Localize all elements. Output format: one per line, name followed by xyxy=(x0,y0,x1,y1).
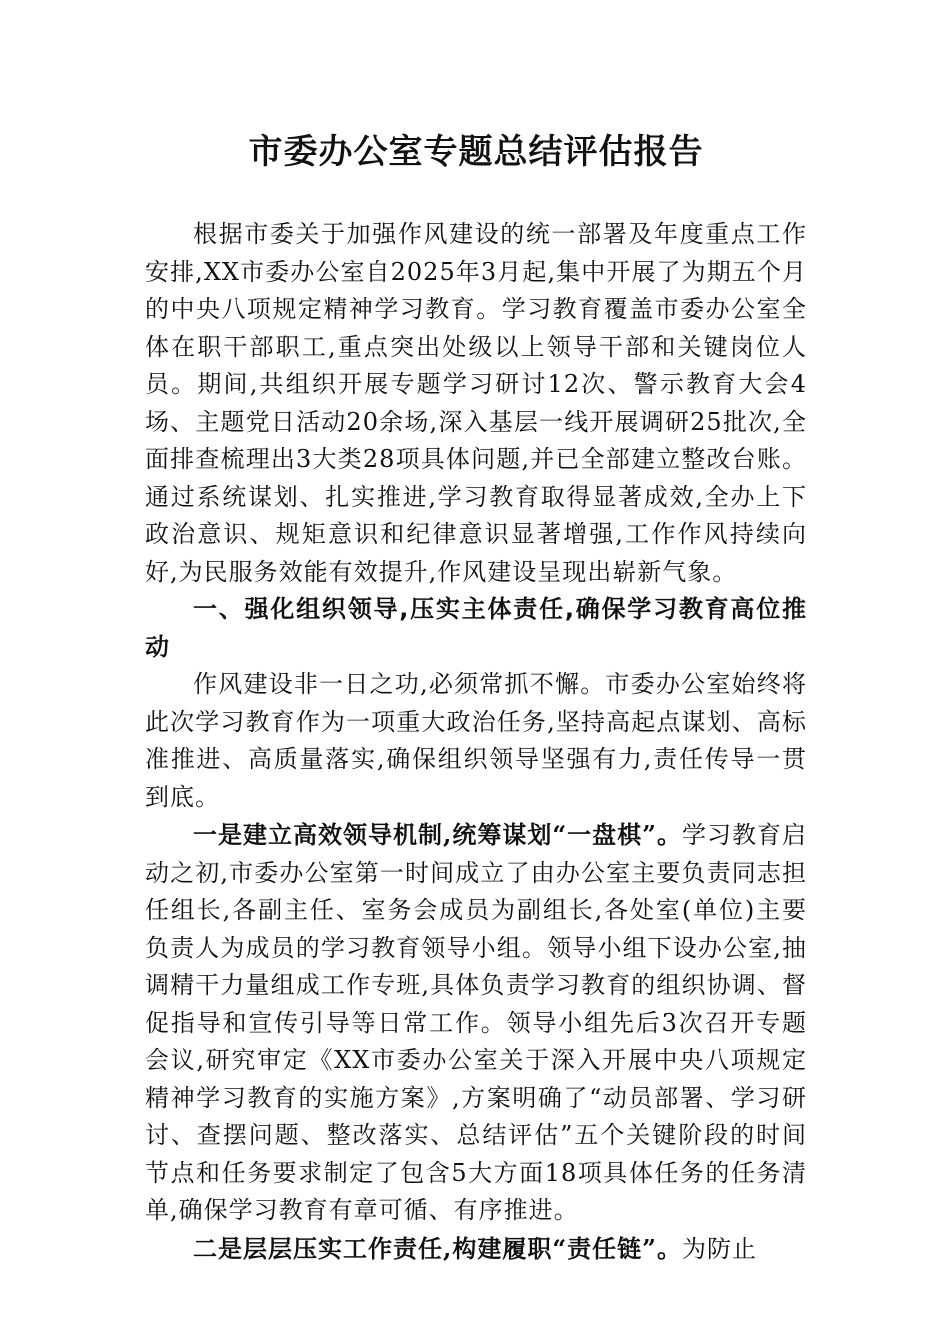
intro-paragraph: 根据市委关于加强作风建设的统一部署及年度重点工作安排,XX市委办公室自2025年3月起,集中开展了为期五个月的中央八项规定精神学习教育。学习教育覆盖市委办公室全体在职干部职工,重点突出处级以上领导干部和关键岗位人员。期间,共组织开展专题学习研讨12次、警示教育大会4场、主题党日活动20余场,深入基层一线开展调研25批次,全面排查梳理出3大类28项具体问题,并已全部建立整改台账。通过系统谋划、扎实推进,学习教育取得显著成效,全办上下政治意识、规矩意识和纪律意识显著增强,工作作风持续向好,为民服务效能有效提升,作风建设呈现出崭新气象。 xyxy=(145,220,807,586)
point-1-lead: 一是建立高效领导机制,统筹谋划“一盘棋”。 xyxy=(193,820,682,849)
document-title: 市委办公室专题总结评估报告 xyxy=(248,132,704,172)
point-2-lead: 二是层层压实工作责任,构建履职“责任链”。 xyxy=(193,1233,682,1263)
document-page xyxy=(145,120,807,1268)
point-1-text: 学习教育启动之初,市委办公室第一时间成立了由办公室主要负责同志担任组长,各副主任、室务会成员为副组长,各处室(单位)主要负责人为成员的学习教育领导小组。领导小组下设办公室,抽调精干力量组成工作专班,具体负责学习教育的组织协调、督促指导和宣传引导等日常工作。领导小组先后3次召开专题会议,研究审定《XX市委办公室关于深入开展中央八项规定精神学习教育的实施方案》,方案明确了“动员部署、学习研讨、查摆问题、整改落实、总结评估”五个关键阶段的时间节点和任务要求制定了包含5大方面18项具体任务的任务清单,确保学习教育有章可循、有序推进。 xyxy=(145,821,808,1224)
point-1-paragraph xyxy=(145,816,807,1230)
point-2-text: 为防止 xyxy=(681,1234,757,1263)
point-2-paragraph xyxy=(145,1230,807,1269)
section-1-heading: 一、强化组织领导,压实主体责任,确保学习教育高位推动 xyxy=(145,595,807,661)
section-1-body: 作风建设非一日之功,必须常抓不懈。市委办公室始终将此次学习教育作为一项重大政治任务,坚持高起点谋划、高标准推进、高质量落实,确保组织领导坚强有力,责任传导一贯到底。 xyxy=(145,670,807,811)
